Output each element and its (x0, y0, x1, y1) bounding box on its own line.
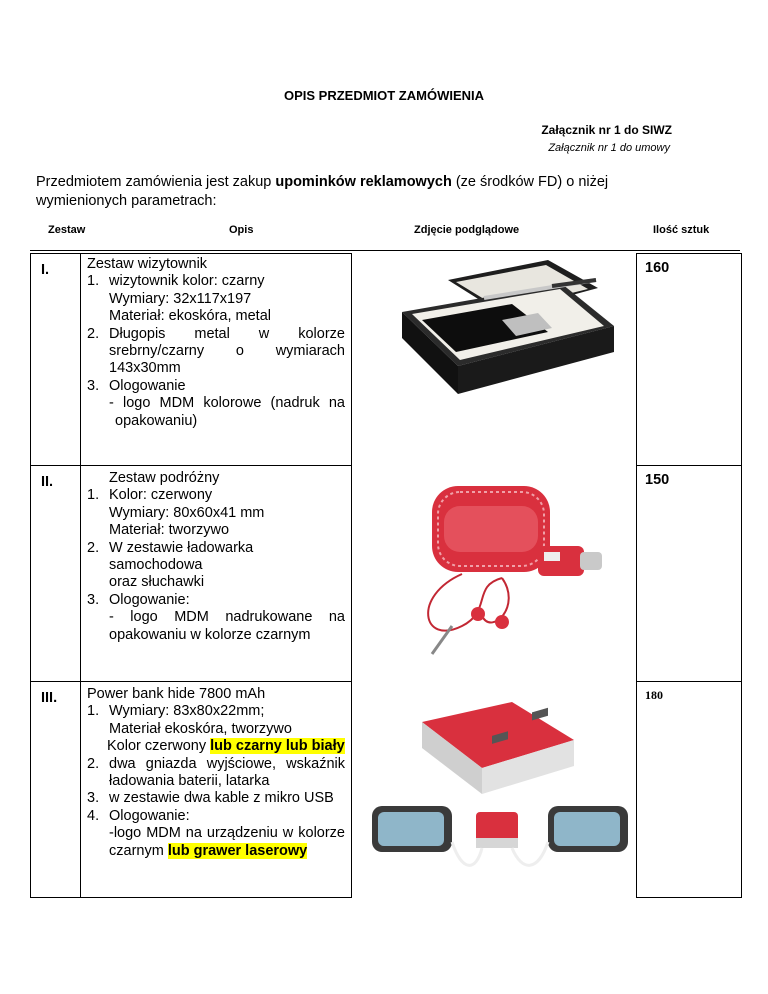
row-number: III. (31, 682, 81, 898)
item-number: 1. (87, 273, 100, 290)
row-photo-cell (352, 682, 637, 898)
item-subtext: Kolor czerwony (107, 738, 211, 755)
item-number: 2. (87, 325, 100, 342)
item-text: Ologowanie (109, 377, 186, 394)
row-title: Zestaw wizytownik (87, 256, 208, 272)
row-quantity: 160 (637, 254, 742, 466)
row-description (81, 466, 352, 682)
item-number: 3. (87, 790, 100, 807)
row-quantity: 180 (637, 682, 742, 898)
intro-text-end: (ze środków FD) o niżej wymienionych parametrach: (36, 174, 609, 209)
attachment-siwz: Załącznik nr 1 do SIWZ (541, 123, 672, 137)
business-card-holder-set-photo (352, 254, 636, 462)
item-number: 1. (87, 487, 100, 504)
item-text: Ologowanie: (109, 807, 190, 824)
item-subtext: Materiał: tworzywo (109, 522, 230, 539)
column-header-zdjecie: Zdjęcie podglądowe (414, 224, 520, 236)
row-number: I. (31, 254, 81, 466)
table-row (31, 682, 742, 898)
row-quantity: 150 (637, 466, 742, 682)
intro-text-start: Przedmiotem zamówienia jest zakup (36, 174, 276, 190)
item-number: 2. (87, 755, 100, 772)
column-header-ilosc: Ilość sztuk (653, 224, 710, 236)
item-text: dwa gniazda wyjściowe, wskaźnik (109, 755, 345, 772)
header-divider (30, 250, 740, 251)
item-subtext: opakowaniu) (115, 412, 198, 429)
intro-text-bold: upominków reklamowych (275, 174, 452, 190)
page-title: OPIS PRZEDMIOT ZAMÓWIENIA (283, 88, 485, 103)
item-subtext: Materiał ekoskóra, tworzywo (109, 720, 292, 737)
row-photo-cell (352, 466, 637, 682)
item-number: 2. (87, 539, 100, 556)
item-text: srebrny/czarny o wymiarach (109, 343, 345, 360)
row-description (81, 682, 352, 898)
intro-paragraph (36, 173, 696, 211)
item-text: 143x30mm (109, 360, 181, 377)
item-number: 3. (87, 377, 100, 394)
item-text: w zestawie dwa kable z mikro USB (109, 790, 334, 807)
item-subtext: - logo MDM nadrukowane na (109, 609, 345, 626)
row-title: Zestaw podróżny (109, 470, 220, 486)
item-subtext: -logo MDM na urządzeniu w kolorze (109, 825, 345, 842)
table-row (31, 254, 742, 466)
item-subtext: opakowaniu w kolorze czarnym (109, 626, 311, 643)
item-text: Kolor: czerwony (109, 487, 213, 504)
item-number: 1. (87, 703, 100, 720)
item-number: 4. (87, 807, 100, 824)
table-row (31, 466, 742, 682)
column-header-opis: Opis (229, 224, 254, 236)
item-text: oraz słuchawki (109, 574, 205, 591)
item-number: 3. (87, 591, 100, 608)
attachment-umowy: Załącznik nr 1 do umowy (548, 142, 670, 154)
row-title: Power bank hide 7800 mAh (87, 686, 266, 702)
item-subtext: czarnym (109, 842, 168, 859)
highlighted-text: lub czarny lub biały (210, 738, 345, 755)
item-text: wizytownik kolor: czarny (109, 273, 265, 290)
item-subtext: Wymiary: 80x60x41 mm (109, 504, 265, 521)
order-table (30, 253, 742, 898)
item-subtext: - logo MDM kolorowe (nadruk na (109, 395, 345, 412)
item-text: W zestawie ładowarka samochodowa (109, 539, 254, 574)
row-photo-cell (352, 254, 637, 466)
power-bank-photo (352, 682, 636, 894)
column-header-zestaw: Zestaw (48, 224, 86, 236)
item-text: Długopis metal w kolorze (109, 325, 345, 342)
highlighted-text: lub grawer laserowy (167, 842, 308, 859)
item-text: Ologowanie: (109, 591, 190, 608)
item-text: ładowania baterii, latarka (109, 773, 270, 790)
item-subtext: Materiał: ekoskóra, metal (109, 308, 271, 325)
row-description (81, 254, 352, 466)
travel-set-photo (352, 466, 636, 678)
item-subtext: Wymiary: 32x117x197 (109, 290, 252, 307)
row-number: II. (31, 466, 81, 682)
item-text: Wymiary: 83x80x22mm; (109, 703, 265, 720)
